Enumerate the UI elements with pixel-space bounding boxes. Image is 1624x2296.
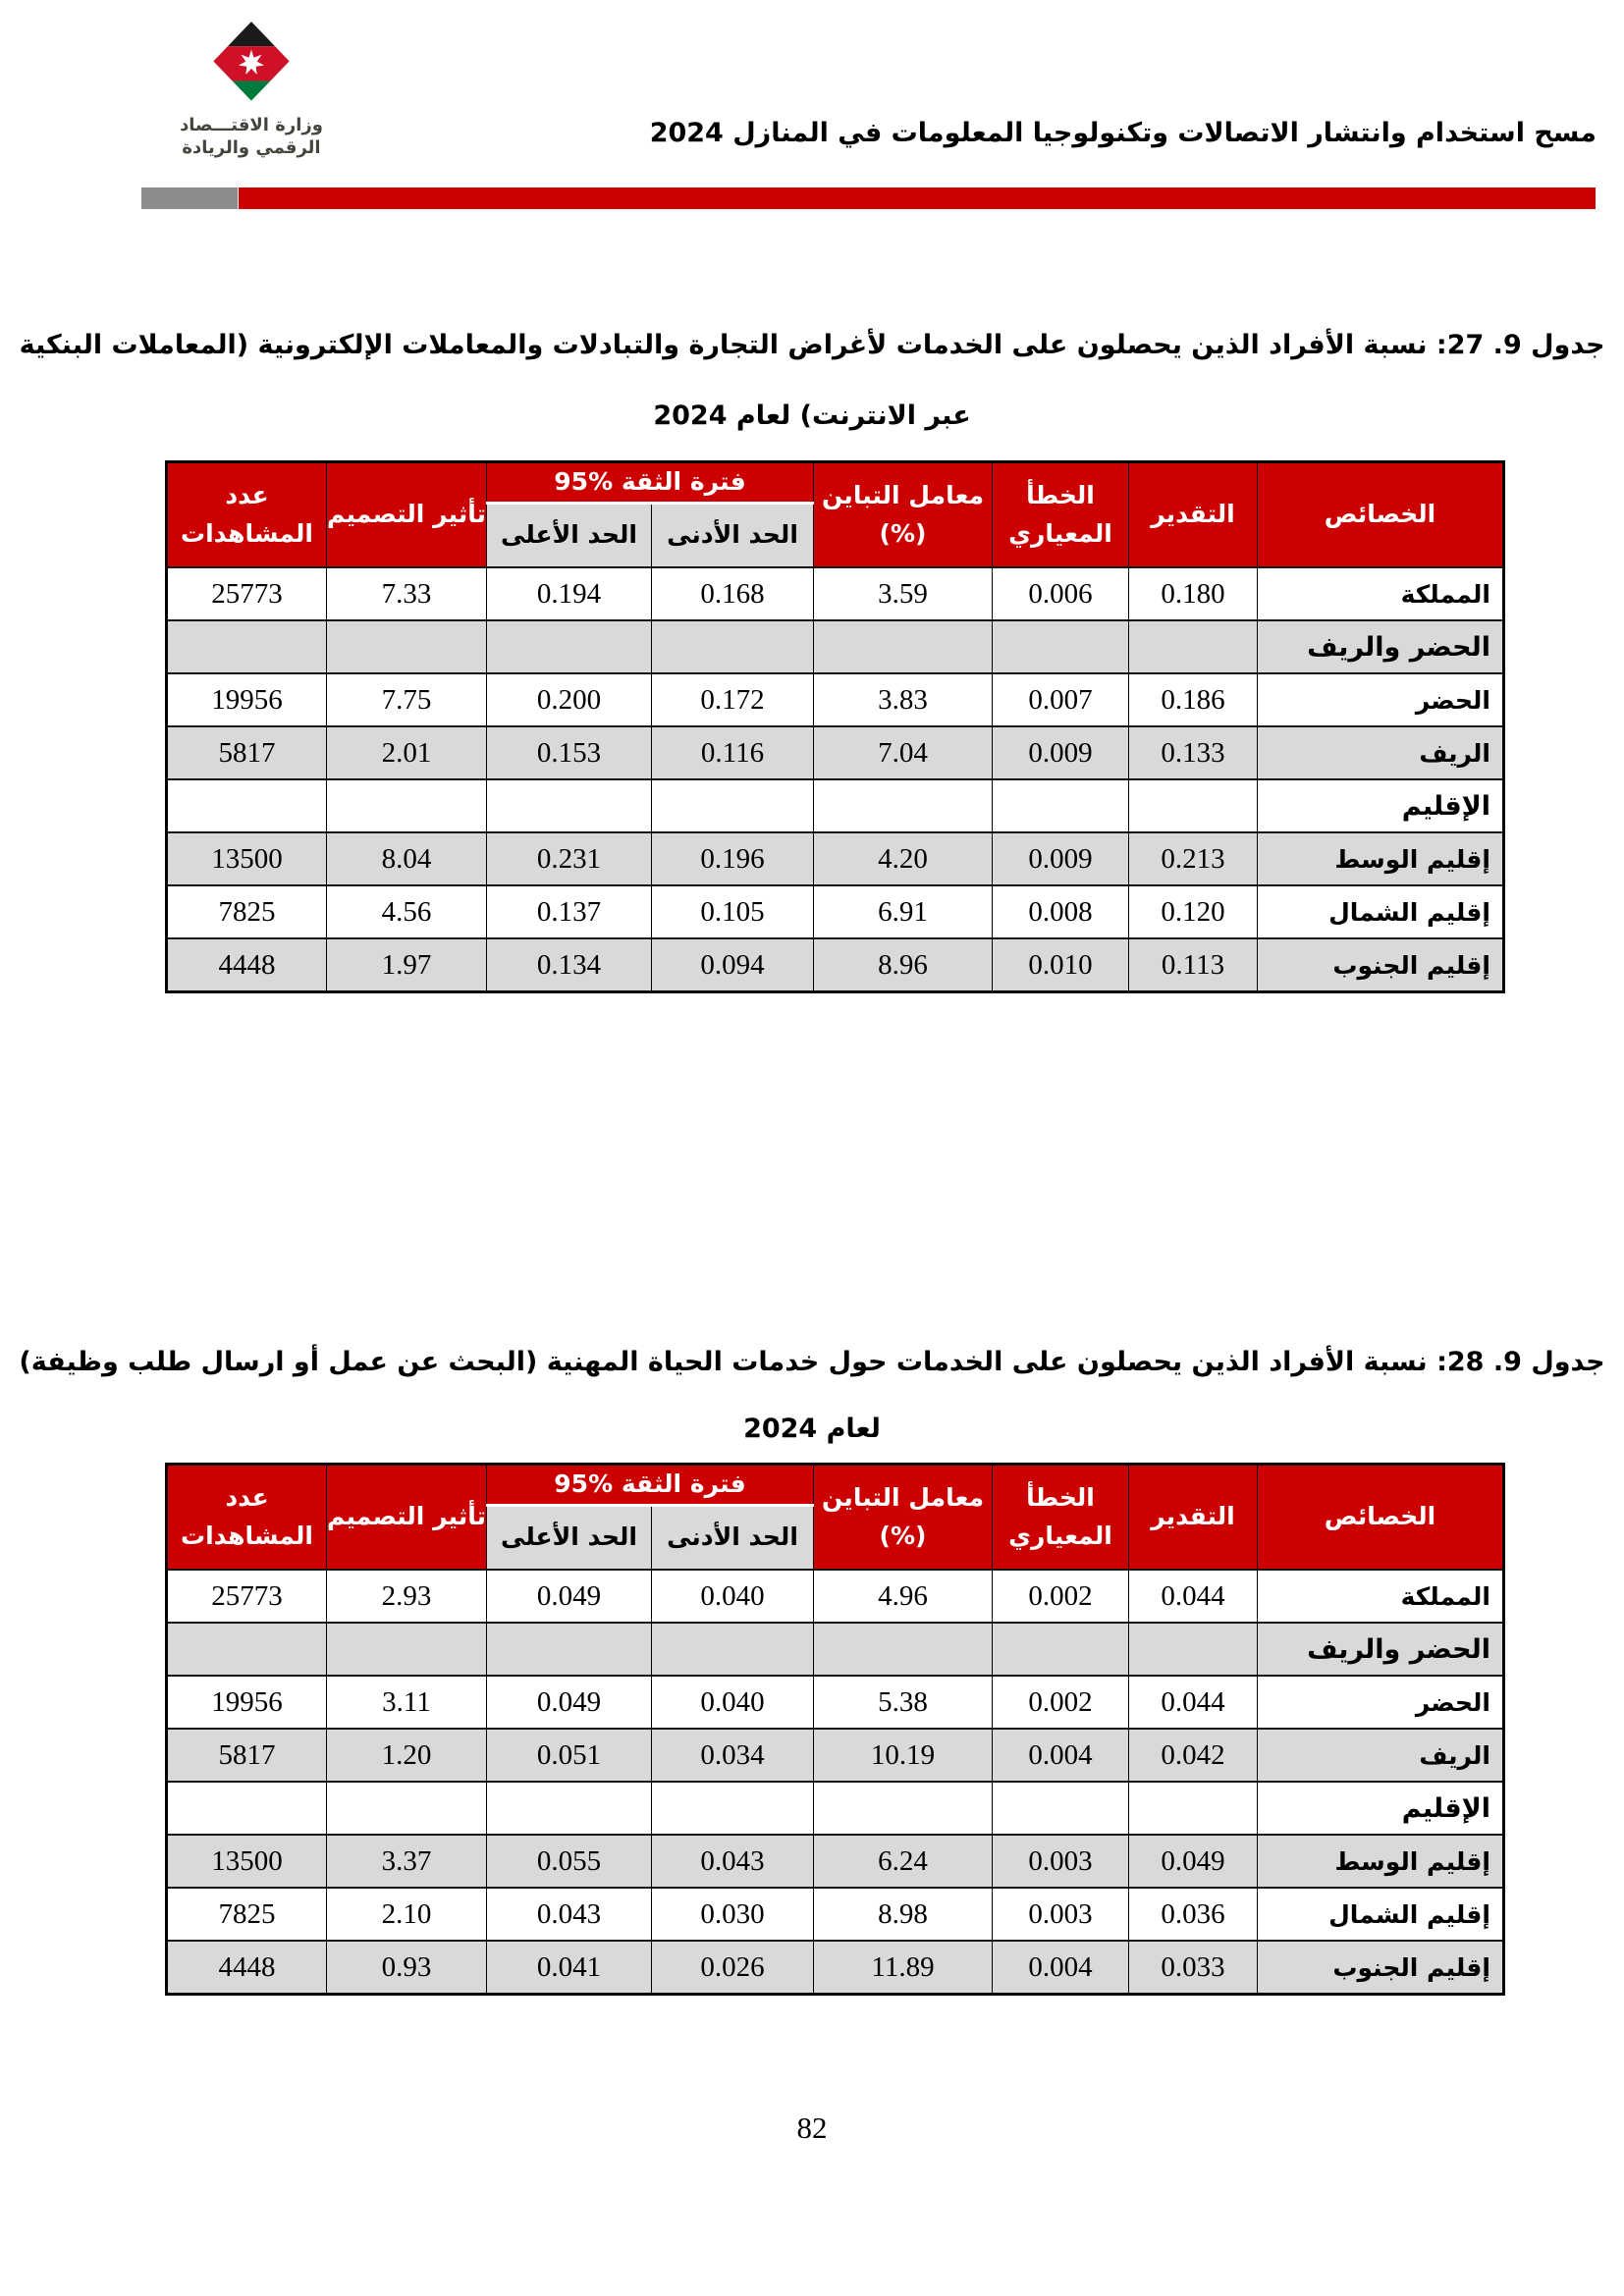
- cell-observations: 7825: [167, 885, 327, 938]
- cell-ci_upper: 0.231: [487, 832, 652, 885]
- cell-estimate: 0.213: [1129, 832, 1258, 885]
- cell-ci_upper: 0.137: [487, 885, 652, 938]
- table-27: [165, 460, 1505, 993]
- cell-estimate: 0.042: [1129, 1729, 1258, 1782]
- ministry-name-line2: الرقمي والريادة: [182, 137, 321, 159]
- row-label: إقليم الوسط: [1258, 832, 1504, 885]
- cell-ci_upper: 0.200: [487, 673, 652, 726]
- cell-design_effect: 8.04: [327, 832, 487, 885]
- cell-ci_lower: 0.030: [652, 1888, 814, 1941]
- cell-estimate: [1129, 779, 1258, 832]
- col-header-observations: عدد المشاهدات: [167, 1465, 327, 1571]
- data-row: [167, 1570, 1504, 1623]
- cell-cv: [814, 1623, 993, 1676]
- cell-observations: 4448: [167, 1941, 327, 1994]
- cell-estimate: 0.113: [1129, 938, 1258, 991]
- col-header-design-effect: تأثير التصميم: [327, 1465, 487, 1571]
- cell-design_effect: 2.93: [327, 1570, 487, 1623]
- row-label: إقليم الجنوب: [1258, 938, 1504, 991]
- row-label: الإقليم: [1258, 779, 1504, 832]
- cell-ci_lower: 0.094: [652, 938, 814, 991]
- ministry-logo: [165, 14, 338, 159]
- cell-ci_upper: 0.055: [487, 1835, 652, 1888]
- cell-design_effect: [327, 1782, 487, 1835]
- cell-ci_lower: 0.168: [652, 567, 814, 620]
- cell-cv: 4.96: [814, 1570, 993, 1623]
- section-row: [167, 620, 1504, 673]
- cell-design_effect: 3.11: [327, 1676, 487, 1729]
- cell-cv: [814, 1782, 993, 1835]
- cell-ci_upper: [487, 1623, 652, 1676]
- cell-ci_lower: [652, 1782, 814, 1835]
- table28-title-line1: جدول 9. 28: نسبة الأفراد الذين يحصلون على الخدمات حول خدمات الحياة المهنية (البحث عن عمل أو ارسال طلب وظيفة): [19, 1347, 1605, 1377]
- cell-std_error: 0.003: [993, 1835, 1129, 1888]
- cell-cv: 4.20: [814, 832, 993, 885]
- jordan-emblem-icon: [210, 14, 293, 112]
- cell-ci_upper: 0.049: [487, 1570, 652, 1623]
- col-header-ci-lower: الحد الأدنى: [652, 1505, 814, 1570]
- col-header-ci-upper: الحد الأعلى: [487, 1505, 652, 1570]
- row-label: إقليم الشمال: [1258, 1888, 1504, 1941]
- cell-design_effect: 1.97: [327, 938, 487, 991]
- cell-ci_lower: 0.043: [652, 1835, 814, 1888]
- data-row: [167, 832, 1504, 885]
- cell-ci_upper: 0.041: [487, 1941, 652, 1994]
- cell-ci_lower: 0.105: [652, 885, 814, 938]
- cell-observations: [167, 620, 327, 673]
- cell-observations: 13500: [167, 1835, 327, 1888]
- cell-ci_lower: 0.172: [652, 673, 814, 726]
- cell-std_error: 0.009: [993, 726, 1129, 779]
- row-label: الريف: [1258, 726, 1504, 779]
- col-header-confidence-interval: فترة الثقة %95: [487, 1465, 814, 1506]
- cell-estimate: 0.120: [1129, 885, 1258, 938]
- cell-ci_upper: [487, 1782, 652, 1835]
- col-header-std-error: الخطأ المعياري: [993, 462, 1129, 568]
- cell-estimate: 0.044: [1129, 1570, 1258, 1623]
- table27-title-line2: عبر الانترنت) لعام 2024: [653, 400, 971, 431]
- table28-title-line2: لعام 2024: [743, 1414, 881, 1444]
- col-header-confidence-interval: فترة الثقة %95: [487, 462, 814, 504]
- col-header-design-effect: تأثير التصميم: [327, 462, 487, 568]
- cell-observations: 5817: [167, 726, 327, 779]
- cell-cv: 6.91: [814, 885, 993, 938]
- cell-std_error: [993, 620, 1129, 673]
- cell-ci_lower: 0.116: [652, 726, 814, 779]
- cell-cv: 11.89: [814, 1941, 993, 1994]
- section-row: [167, 779, 1504, 832]
- col-header-ci-lower: الحد الأدنى: [652, 503, 814, 567]
- row-label: الحضر والريف: [1258, 1623, 1504, 1676]
- cell-std_error: 0.007: [993, 673, 1129, 726]
- cell-std_error: 0.002: [993, 1676, 1129, 1729]
- cell-estimate: 0.033: [1129, 1941, 1258, 1994]
- table27-title-line1: جدول 9. 27: نسبة الأفراد الذين يحصلون على الخدمات لأغراض التجارة والتبادلات والمعاملات الإلكترونية (المعاملات البنكية: [19, 330, 1605, 360]
- cell-ci_upper: 0.049: [487, 1676, 652, 1729]
- cell-design_effect: 2.01: [327, 726, 487, 779]
- cell-estimate: 0.036: [1129, 1888, 1258, 1941]
- section-row: [167, 1623, 1504, 1676]
- data-row: [167, 1835, 1504, 1888]
- cell-ci_lower: [652, 1623, 814, 1676]
- cell-cv: 8.98: [814, 1888, 993, 1941]
- cell-std_error: 0.002: [993, 1570, 1129, 1623]
- data-row: [167, 567, 1504, 620]
- ministry-name: [165, 114, 338, 159]
- cell-cv: 7.04: [814, 726, 993, 779]
- cell-std_error: [993, 1782, 1129, 1835]
- data-row: [167, 726, 1504, 779]
- data-row: [167, 1941, 1504, 1994]
- col-header-characteristics: الخصائص: [1258, 1465, 1504, 1571]
- cell-ci_lower: [652, 779, 814, 832]
- cell-std_error: [993, 1623, 1129, 1676]
- cell-design_effect: [327, 620, 487, 673]
- cell-cv: 6.24: [814, 1835, 993, 1888]
- row-label: المملكة: [1258, 567, 1504, 620]
- col-header-estimate: التقدير: [1129, 462, 1258, 568]
- row-label: إقليم الشمال: [1258, 885, 1504, 938]
- cell-design_effect: 0.93: [327, 1941, 487, 1994]
- cell-ci_upper: 0.043: [487, 1888, 652, 1941]
- col-header-ci-upper: الحد الأعلى: [487, 503, 652, 567]
- cell-design_effect: 1.20: [327, 1729, 487, 1782]
- cell-ci_upper: 0.134: [487, 938, 652, 991]
- cell-ci_lower: 0.040: [652, 1676, 814, 1729]
- cell-design_effect: 4.56: [327, 885, 487, 938]
- cell-std_error: 0.003: [993, 1888, 1129, 1941]
- cell-observations: 25773: [167, 567, 327, 620]
- cell-std_error: 0.004: [993, 1729, 1129, 1782]
- cell-ci_lower: 0.026: [652, 1941, 814, 1994]
- row-label: الحضر: [1258, 1676, 1504, 1729]
- cell-design_effect: 7.33: [327, 567, 487, 620]
- row-label: الريف: [1258, 1729, 1504, 1782]
- data-row: [167, 938, 1504, 991]
- data-row: [167, 1676, 1504, 1729]
- cell-ci_upper: 0.051: [487, 1729, 652, 1782]
- cell-design_effect: [327, 779, 487, 832]
- cell-estimate: [1129, 1782, 1258, 1835]
- cell-estimate: 0.186: [1129, 673, 1258, 726]
- cell-observations: 5817: [167, 1729, 327, 1782]
- cell-ci_upper: [487, 779, 652, 832]
- cell-ci_upper: 0.194: [487, 567, 652, 620]
- data-row: [167, 885, 1504, 938]
- col-header-cv: معامل التباين (%): [814, 1465, 993, 1571]
- cell-observations: 7825: [167, 1888, 327, 1941]
- col-header-characteristics: الخصائص: [1258, 462, 1504, 568]
- cell-estimate: [1129, 1623, 1258, 1676]
- cell-cv: [814, 620, 993, 673]
- row-label: الحضر: [1258, 673, 1504, 726]
- header-rule-gray: [141, 187, 238, 209]
- section-row: [167, 1782, 1504, 1835]
- cell-design_effect: 7.75: [327, 673, 487, 726]
- data-row: [167, 673, 1504, 726]
- cell-observations: 4448: [167, 938, 327, 991]
- cell-cv: 3.59: [814, 567, 993, 620]
- cell-design_effect: [327, 1623, 487, 1676]
- cell-cv: 8.96: [814, 938, 993, 991]
- cell-ci_lower: 0.196: [652, 832, 814, 885]
- cell-estimate: [1129, 620, 1258, 673]
- cell-std_error: [993, 779, 1129, 832]
- row-label: الإقليم: [1258, 1782, 1504, 1835]
- table-28: [165, 1463, 1505, 1996]
- cell-observations: 19956: [167, 1676, 327, 1729]
- survey-title: مسح استخدام وانتشار الاتصالات وتكنولوجيا المعلومات في المنازل 2024: [649, 118, 1597, 148]
- row-label: إقليم الوسط: [1258, 1835, 1504, 1888]
- cell-estimate: 0.180: [1129, 567, 1258, 620]
- data-row: [167, 1729, 1504, 1782]
- col-header-estimate: التقدير: [1129, 1465, 1258, 1571]
- cell-estimate: 0.044: [1129, 1676, 1258, 1729]
- cell-estimate: 0.049: [1129, 1835, 1258, 1888]
- cell-observations: [167, 1782, 327, 1835]
- cell-observations: 25773: [167, 1570, 327, 1623]
- cell-observations: [167, 1623, 327, 1676]
- col-header-observations: عدد المشاهدات: [167, 462, 327, 568]
- cell-design_effect: 3.37: [327, 1835, 487, 1888]
- cell-std_error: 0.009: [993, 832, 1129, 885]
- col-header-std-error: الخطأ المعياري: [993, 1465, 1129, 1571]
- header-rule-red: [239, 187, 1596, 209]
- cell-std_error: 0.010: [993, 938, 1129, 991]
- cell-std_error: 0.008: [993, 885, 1129, 938]
- col-header-cv: معامل التباين (%): [814, 462, 993, 568]
- cell-ci_lower: 0.034: [652, 1729, 814, 1782]
- cell-cv: 10.19: [814, 1729, 993, 1782]
- cell-design_effect: 2.10: [327, 1888, 487, 1941]
- cell-observations: 13500: [167, 832, 327, 885]
- cell-ci_lower: 0.040: [652, 1570, 814, 1623]
- cell-ci_lower: [652, 620, 814, 673]
- data-row: [167, 1888, 1504, 1941]
- cell-observations: 19956: [167, 673, 327, 726]
- cell-ci_upper: [487, 620, 652, 673]
- row-label: المملكة: [1258, 1570, 1504, 1623]
- ministry-name-line1: وزارة الاقتـــصاد: [180, 115, 323, 135]
- row-label: إقليم الجنوب: [1258, 1941, 1504, 1994]
- cell-std_error: 0.004: [993, 1941, 1129, 1994]
- page-number: 82: [796, 2110, 828, 2145]
- cell-std_error: 0.006: [993, 567, 1129, 620]
- cell-cv: 3.83: [814, 673, 993, 726]
- cell-ci_upper: 0.153: [487, 726, 652, 779]
- cell-cv: 5.38: [814, 1676, 993, 1729]
- row-label: الحضر والريف: [1258, 620, 1504, 673]
- cell-estimate: 0.133: [1129, 726, 1258, 779]
- cell-observations: [167, 779, 327, 832]
- cell-cv: [814, 779, 993, 832]
